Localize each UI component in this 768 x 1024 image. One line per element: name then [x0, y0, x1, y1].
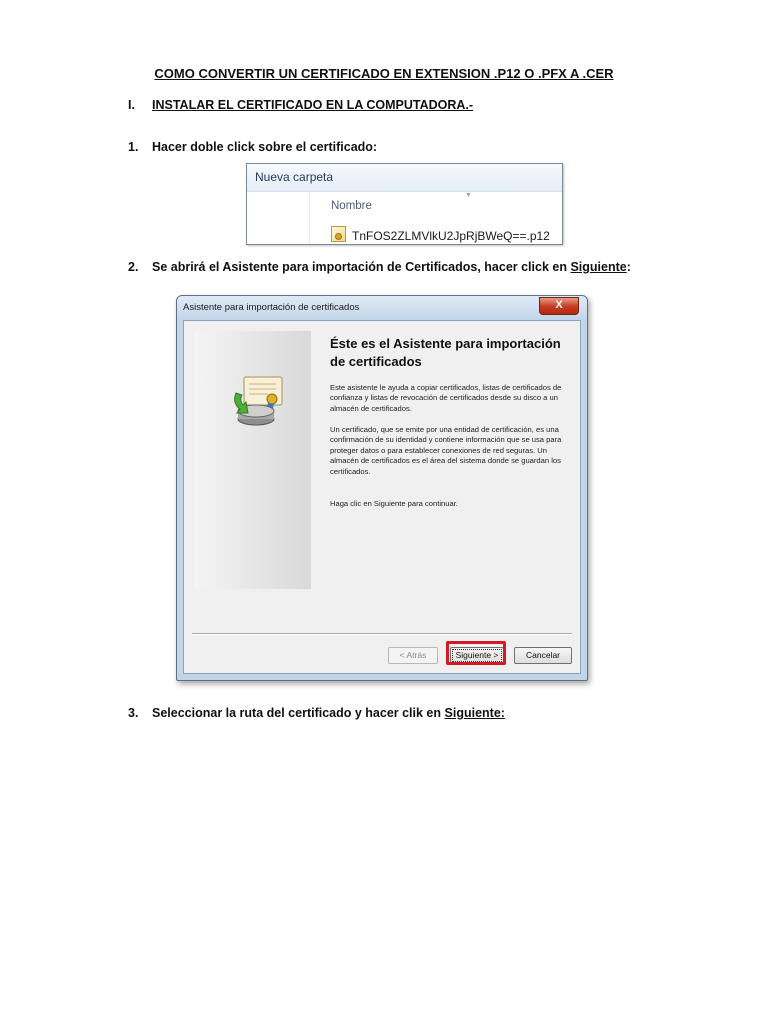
section-number: I. — [128, 98, 135, 112]
certificate-import-icon — [230, 373, 286, 429]
step-2-link: Siguiente — [570, 260, 627, 274]
step-2-text: Se abrirá el Asistente para importación de Certificados, hacer click en — [152, 260, 567, 274]
import-wizard-dialog — [176, 295, 588, 681]
certificate-file-item[interactable] — [331, 226, 550, 243]
wizard-paragraph-3: Haga clic en Siguiente para continuar. — [330, 499, 458, 508]
back-button[interactable]: < Atrás — [388, 647, 438, 664]
wizard-titlebar[interactable] — [177, 296, 587, 320]
step-1-text: Hacer doble click sobre el certificado: — [152, 140, 378, 154]
step-3-text: Seleccionar la ruta del certificado y hacer clik en — [152, 706, 442, 720]
step-2 — [128, 260, 631, 274]
file-name: TnFOS2ZLMVlkU2JpRjBWeQ==.p12 — [352, 229, 550, 243]
step-2-number: 2. — [128, 260, 139, 274]
wizard-title: Asistente para importación de certificados — [183, 302, 360, 313]
cancel-button[interactable]: Cancelar — [514, 647, 572, 664]
next-button[interactable]: Siguiente > — [450, 647, 504, 664]
step-3-number: 3. — [128, 706, 139, 720]
navigation-pane — [247, 192, 310, 244]
step-1-number: 1. — [128, 140, 139, 154]
section-heading — [128, 98, 473, 112]
explorer-window — [246, 163, 563, 245]
step-3 — [128, 706, 505, 720]
next-button-highlight — [446, 641, 506, 665]
close-button[interactable]: X — [539, 297, 579, 315]
wizard-paragraph-1: Este asistente le ayuda a copiar certificados, listas de certificados de confianza y listas de revocación de certificados desde su disco a un almacén de certificados. — [330, 383, 562, 413]
wizard-client-area — [183, 320, 581, 674]
step-3-link: Siguiente: — [444, 706, 505, 720]
sort-arrow-icon: ▼ — [465, 192, 472, 199]
step-2-suffix: : — [626, 260, 631, 274]
wizard-heading: Éste es el Asistente para importación de certificados — [330, 336, 561, 369]
section-title: INSTALAR EL CERTIFICADO EN LA COMPUTADORA.- — [152, 98, 474, 112]
wizard-side-panel — [194, 331, 311, 589]
certificate-file-icon — [331, 226, 346, 242]
document-title: COMO CONVERTIR UN CERTIFICADO EN EXTENSION .P12 O .PFX A .CER — [154, 66, 614, 81]
name-column-header[interactable]: Nombre — [331, 200, 372, 212]
step-1 — [128, 140, 377, 154]
new-folder-button[interactable]: Nueva carpeta — [247, 164, 562, 192]
wizard-paragraph-2: Un certificado, que se emite por una entidad de certificación, es una confirmación de su identidad y contiene información que se usa para proteger datos o para establecer conexiones de red seguras. Un almacén de certificados es el área del sistema donde se guardan los certificados. — [330, 425, 562, 476]
button-divider — [192, 633, 572, 635]
